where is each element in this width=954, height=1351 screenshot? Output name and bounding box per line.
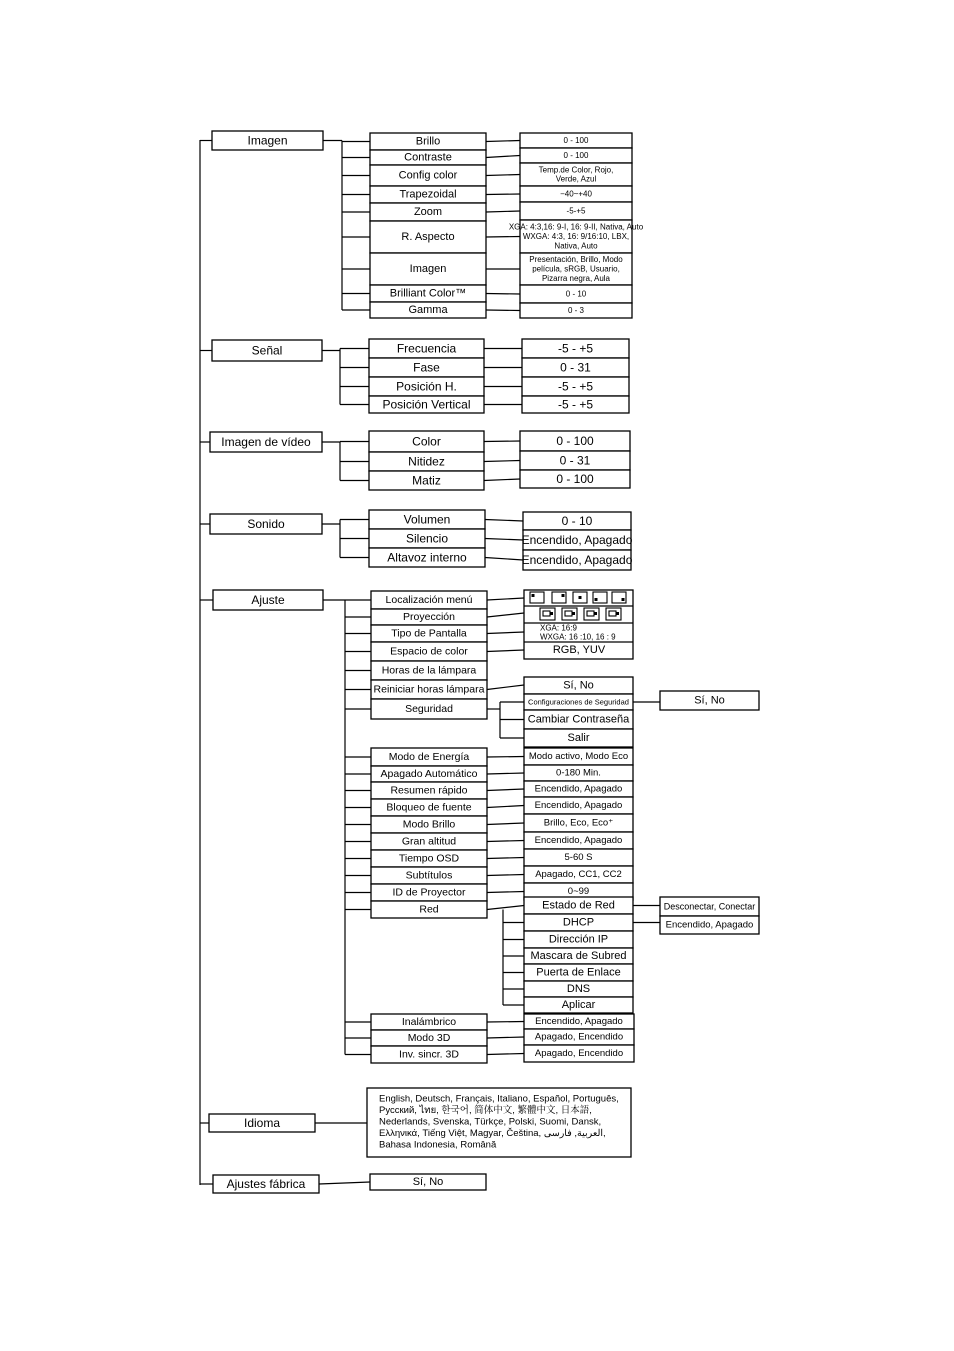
sonido-item-0[interactable] xyxy=(369,510,485,529)
imagen-item-4-label: Zoom xyxy=(413,206,443,218)
ajuste-item-6[interactable] xyxy=(371,699,487,719)
ajuste-item-11[interactable] xyxy=(371,816,487,833)
ajuste-value-15-label: 0~99 xyxy=(567,886,590,897)
ajuste-item-15[interactable] xyxy=(371,884,487,901)
red-sub-3[interactable] xyxy=(524,948,633,964)
red-sub-0-label: Estado de Red xyxy=(542,899,615,912)
seguridad-sub-2-label: Salir xyxy=(567,732,590,744)
reiniciar-value[interactable] xyxy=(524,677,633,694)
video-item-value-2[interactable] xyxy=(520,470,630,488)
idioma-line: Ελληνικά, Tiếng Việt, Magyar, Čeština, العربية, فارسی, xyxy=(379,1128,606,1139)
ajuste-value-8-label: 0-180 Min. xyxy=(556,767,601,779)
imagen-item-2-label: Config color xyxy=(398,169,458,182)
ajuste-item-3-label: Espacio de color xyxy=(390,645,468,658)
red-sub-0[interactable] xyxy=(524,897,633,914)
ajuste-item-17[interactable] xyxy=(371,1014,487,1030)
senal-item-1[interactable] xyxy=(369,358,484,377)
red-sub-3-label: Mascara de Subred xyxy=(530,950,627,962)
senal-item-0-label: Frecuencia xyxy=(396,341,457,356)
ajuste-value-10-label: Encendido, Apagado xyxy=(534,800,623,811)
value-line xyxy=(484,479,520,481)
ajuste-item-4[interactable] xyxy=(371,661,487,680)
imagen-item-6[interactable] xyxy=(370,253,486,285)
senal-item-value-3[interactable] xyxy=(522,396,629,413)
senal-item-3[interactable] xyxy=(369,396,484,413)
value-line xyxy=(484,441,520,442)
imagen-item-value-6-label: Presentación, Brillo, Modo xyxy=(529,255,623,265)
value-line xyxy=(486,175,520,176)
ajuste-item-19-label: Inv. sincr. 3D xyxy=(399,1048,459,1061)
value-line xyxy=(486,294,520,295)
ajuste-value-8[interactable] xyxy=(524,765,633,781)
ajuste-item-14-label: Subtítulos xyxy=(405,869,453,882)
senal-item-value-0-label: -5 - +5 xyxy=(557,341,594,356)
sonido-item-1[interactable] xyxy=(369,529,485,548)
seguridad-config-value[interactable] xyxy=(660,691,759,710)
ajuste-value-18[interactable] xyxy=(524,1029,634,1045)
video-item-value-1[interactable] xyxy=(520,451,630,470)
seguridad-sub-0-label: Configuraciones de Seguridad xyxy=(528,697,629,707)
sonido-item-value-0[interactable] xyxy=(523,512,631,530)
projection-front-icon-screen xyxy=(543,611,550,616)
seguridad-sub-2[interactable] xyxy=(524,729,633,747)
imagen-item-value-4-label: -5-+5 xyxy=(566,206,586,216)
menu-position-top-right-icon[interactable] xyxy=(552,592,566,603)
projection-ceiling-front-icon-screen xyxy=(587,611,594,616)
imagen-item-7[interactable] xyxy=(370,285,486,302)
imagen-item-value-3-label: −40~+40 xyxy=(560,189,592,199)
imagen-item-value-7-label: 0 - 10 xyxy=(565,289,587,299)
item-line xyxy=(487,906,524,910)
value-line xyxy=(487,685,524,690)
sonido-item-0-label: Volumen xyxy=(403,512,451,527)
menu-fabrica-label: Ajustes fábrica xyxy=(226,1177,306,1191)
value-line xyxy=(487,892,524,893)
ajuste-item-16-label: Red xyxy=(419,903,439,916)
value-line xyxy=(487,875,524,876)
ajuste-value-14[interactable] xyxy=(524,866,633,883)
imagen-item-value-2[interactable] xyxy=(520,163,632,186)
ajuste-item-0[interactable] xyxy=(371,591,487,609)
ajuste-value-13[interactable] xyxy=(524,849,633,866)
sonido-item-value-1-label: Encendido, Apagado xyxy=(521,533,633,547)
video-item-0[interactable] xyxy=(369,431,484,452)
ajuste-item-3[interactable] xyxy=(371,642,487,661)
senal-item-value-1[interactable] xyxy=(522,358,629,377)
ajuste-options-panel[interactable] xyxy=(524,590,633,659)
ajuste-item-5-label: Reiniciar horas lámpara xyxy=(373,683,485,696)
value-line xyxy=(487,598,524,600)
ajuste-item-19[interactable] xyxy=(371,1046,487,1063)
value-line xyxy=(486,194,520,195)
projection-rear-icon-screen xyxy=(565,611,572,616)
idioma-line: English, Deutsch, Français, Italiano, Español, Português, xyxy=(379,1093,619,1105)
menu-senal-label: Señal xyxy=(251,343,283,358)
fabrica-value[interactable] xyxy=(370,1174,486,1190)
ajuste-value-11[interactable] xyxy=(524,814,633,832)
imagen-item-value-2-label: Temp.de Color, Rojo, xyxy=(538,165,614,175)
senal-item-value-2[interactable] xyxy=(522,377,629,396)
imagen-item-2[interactable] xyxy=(370,165,486,186)
sonido-item-value-2[interactable] xyxy=(522,550,633,570)
video-item-value-0[interactable] xyxy=(520,431,630,451)
video-item-1[interactable] xyxy=(369,452,484,471)
ajuste-value-13-label: 5-60 S xyxy=(564,852,593,863)
video-item-2-label: Matiz xyxy=(412,473,441,488)
ajuste-item-8-label: Apagado Automático xyxy=(380,768,478,780)
ajuste-item-2-label: Tipo de Pantalla xyxy=(391,627,467,640)
imagen-item-value-0-label: 0 - 100 xyxy=(563,136,589,145)
ajuste-item-17-label: Inalámbrico xyxy=(401,1016,457,1028)
red-sub-5-label: DNS xyxy=(566,983,591,995)
ajuste-item-10[interactable] xyxy=(371,799,487,816)
menu-video[interactable] xyxy=(210,432,322,452)
ajuste-value-18-label: Apagado, Encendido xyxy=(534,1031,624,1043)
menu-imagen[interactable] xyxy=(212,131,323,150)
menu-position-top-left-icon-marker xyxy=(532,594,535,597)
ajuste-value-7-label: Modo activo, Modo Eco xyxy=(528,751,629,762)
value-line xyxy=(487,773,524,774)
seguridad-config-value-label: Sí, No xyxy=(694,694,725,707)
ajuste-item-16[interactable] xyxy=(371,901,487,918)
imagen-item-value-5-label: WXGA: 4:3, 16: 9/16:10, LBX, xyxy=(522,232,630,241)
ajuste-value-19-label: Apagado, Encendido xyxy=(534,1048,624,1059)
ajuste-item-12[interactable] xyxy=(371,833,487,850)
value-line xyxy=(486,156,520,158)
imagen-item-8-label: Gamma xyxy=(408,304,448,316)
imagen-item-value-6-label: Pizarra negra, Aula xyxy=(541,273,611,283)
red-sub-4[interactable] xyxy=(524,964,633,981)
value-line xyxy=(487,650,524,652)
ajuste-value-19[interactable] xyxy=(524,1045,634,1062)
estado-red-value-label: Desconectar, Conectar xyxy=(663,901,756,912)
value-line xyxy=(486,310,520,311)
red-sub-1[interactable] xyxy=(524,914,633,931)
ajuste-value-17-label: Encendido, Apagado xyxy=(535,1016,623,1027)
menu-video-label: Imagen de vídeo xyxy=(221,435,311,449)
ajuste-item-13-label: Tiempo OSD xyxy=(398,852,460,865)
imagen-item-1-label: Contraste xyxy=(404,151,452,164)
menu-position-bottom-left-icon[interactable] xyxy=(593,592,607,603)
imagen-item-5[interactable] xyxy=(370,221,486,253)
menu-fabrica[interactable] xyxy=(213,1175,319,1193)
tipo-pantalla-value: WXGA: 16 :10, 16 : 9 xyxy=(540,632,616,642)
red-sub-4-label: Puerta de Enlace xyxy=(536,966,621,979)
ajuste-item-10-label: Bloqueo de fuente xyxy=(386,801,472,814)
ajuste-value-11-label: Brillo, Eco, Eco⁺ xyxy=(543,817,614,829)
imagen-item-7-label: Brilliant Color™ xyxy=(389,287,467,300)
ajuste-value-17[interactable] xyxy=(524,1014,634,1029)
red-sub-2[interactable] xyxy=(524,931,633,948)
senal-item-value-0[interactable] xyxy=(522,339,629,358)
ajuste-item-1-label: Proyección xyxy=(403,611,455,623)
tipo-pantalla-value: XGA: 16:9 xyxy=(540,623,577,633)
video-item-2[interactable] xyxy=(369,471,484,490)
ajuste-value-9[interactable] xyxy=(524,781,633,797)
video-item-value-1-label: 0 - 31 xyxy=(559,453,591,468)
seguridad-sub-1-label: Cambiar Contraseña xyxy=(527,713,630,726)
video-item-value-0-label: 0 - 100 xyxy=(556,434,594,448)
value-line xyxy=(319,1182,370,1184)
ajuste-item-1[interactable] xyxy=(371,609,487,625)
red-sub-6[interactable] xyxy=(524,997,633,1013)
sonido-item-value-1[interactable] xyxy=(522,530,633,550)
ajuste-item-18[interactable] xyxy=(371,1030,487,1046)
senal-item-2-label: Posición H. xyxy=(396,379,457,394)
imagen-item-value-6-label: película, sRGB, Usuario, xyxy=(532,264,620,274)
senal-item-2[interactable] xyxy=(369,377,484,396)
sonido-item-value-0-label: 0 - 10 xyxy=(561,514,593,528)
menu-position-top-left-icon[interactable] xyxy=(530,592,544,603)
projection-ceiling-rear-icon-lens xyxy=(616,612,619,615)
imagen-item-8[interactable] xyxy=(370,302,486,318)
value-line xyxy=(487,613,524,617)
ajuste-value-12[interactable] xyxy=(524,832,633,849)
red-sub-2-label: Dirección IP xyxy=(548,933,609,946)
sonido-item-1-label: Silencio xyxy=(405,531,449,546)
menu-position-bottom-right-icon[interactable] xyxy=(612,592,626,603)
value-line xyxy=(485,558,523,561)
ajuste-value-9-label: Encendido, Apagado xyxy=(534,783,623,795)
senal-item-3-label: Posición Vertical xyxy=(382,397,471,412)
menu-position-bottom-right-icon-marker xyxy=(622,598,625,601)
menu-ajuste[interactable] xyxy=(213,590,323,610)
value-line xyxy=(487,841,524,842)
value-line xyxy=(487,823,524,825)
menu-position-center-icon-marker xyxy=(579,596,582,599)
value-line xyxy=(487,806,524,808)
dhcp-value-label: Encendido, Apagado xyxy=(665,919,754,931)
imagen-item-value-2-label: Verde, Azul xyxy=(555,174,597,184)
red-sub-1-label: DHCP xyxy=(562,916,595,929)
ajuste-item-11-label: Modo Brillo xyxy=(402,818,456,831)
senal-item-0[interactable] xyxy=(369,339,484,358)
seguridad-sub-1[interactable] xyxy=(524,710,633,729)
value-line xyxy=(487,789,524,791)
imagen-item-value-6[interactable] xyxy=(520,253,632,285)
ajuste-item-2[interactable] xyxy=(371,625,487,642)
idioma-line: Nederlands, Svenska, Türkçe, Polski, Suomi, Dansk, xyxy=(379,1116,602,1128)
imagen-item-value-0[interactable] xyxy=(520,133,632,148)
value-line xyxy=(485,539,523,541)
ajuste-item-18-label: Modo 3D xyxy=(407,1032,451,1044)
projection-ceiling-rear-icon-screen xyxy=(609,611,616,616)
menu-idioma[interactable] xyxy=(209,1114,315,1132)
imagen-item-3-label: Trapezoidal xyxy=(399,188,457,201)
idioma-values[interactable] xyxy=(367,1088,631,1157)
reiniciar-value-label: Sí, No xyxy=(563,679,594,692)
ajuste-item-9[interactable] xyxy=(371,782,487,799)
imagen-item-value-5-label: XGA: 4:3,16: 9-I, 16: 9-II, Nativa, Auto xyxy=(508,222,644,232)
sonido-item-value-2-label: Encendido, Apagado xyxy=(521,553,633,567)
projection-rear-icon-lens xyxy=(572,612,575,615)
ajuste-item-13[interactable] xyxy=(371,850,487,867)
imagen-item-1[interactable] xyxy=(370,150,486,165)
estado-red-value[interactable] xyxy=(660,897,759,916)
fabrica-value-label: Sí, No xyxy=(412,1176,444,1188)
imagen-item-5-label: R. Aspecto xyxy=(401,231,455,243)
value-line xyxy=(485,520,523,522)
imagen-item-6-label: Imagen xyxy=(409,263,447,275)
sonido-item-2[interactable] xyxy=(369,548,485,567)
video-item-1-label: Nitidez xyxy=(408,454,445,469)
menu-sonido[interactable] xyxy=(210,514,322,534)
imagen-item-value-5[interactable] xyxy=(509,220,644,253)
imagen-item-value-4[interactable] xyxy=(520,202,632,220)
imagen-item-value-3[interactable] xyxy=(520,186,632,202)
idioma-line: Русский, ไทย, 한국어, 简体中文, 繁體中文, 日本語, xyxy=(379,1105,592,1116)
imagen-item-0-label: Brillo xyxy=(415,135,441,148)
imagen-item-value-8-label: 0 - 3 xyxy=(567,306,585,315)
value-line xyxy=(484,461,520,462)
value-line xyxy=(487,1054,524,1055)
menu-ajuste-label: Ajuste xyxy=(251,593,285,607)
video-item-value-2-label: 0 - 100 xyxy=(556,472,594,486)
menu-senal[interactable] xyxy=(212,340,322,361)
ajuste-value-12-label: Encendido, Apagado xyxy=(534,835,623,846)
value-line xyxy=(487,858,524,859)
imagen-item-value-8[interactable] xyxy=(520,303,632,318)
menu-position-bottom-left-icon-marker xyxy=(595,598,598,601)
senal-item-value-1-label: 0 - 31 xyxy=(560,360,591,375)
dhcp-value[interactable] xyxy=(660,916,759,934)
ajuste-item-15-label: ID de Proyector xyxy=(392,886,466,899)
projection-front-icon-lens xyxy=(550,612,553,615)
ajuste-item-7[interactable] xyxy=(371,748,487,766)
value-line xyxy=(486,237,520,238)
value-line xyxy=(487,1037,524,1038)
seguridad-sub-0[interactable] xyxy=(524,694,633,710)
idioma-line: Bahasa Indonesia, Română xyxy=(379,1139,497,1151)
ajuste-item-5[interactable] xyxy=(371,680,487,699)
imagen-item-4[interactable] xyxy=(370,203,486,221)
value-line xyxy=(486,141,520,142)
ajuste-item-9-label: Resumen rápido xyxy=(390,784,468,797)
ajuste-item-6-label: Seguridad xyxy=(405,703,453,715)
senal-item-1-label: Fase xyxy=(413,360,440,375)
ajuste-item-12-label: Gran altitud xyxy=(401,835,457,848)
ajuste-item-7-label: Modo de Energía xyxy=(388,751,470,763)
video-item-0-label: Color xyxy=(412,434,441,449)
senal-item-value-3-label: -5 - +5 xyxy=(557,397,594,412)
ajuste-value-14-label: Apagado, CC1, CC2 xyxy=(535,869,622,880)
red-sub-5[interactable] xyxy=(524,981,633,997)
menu-idioma-label: Idioma xyxy=(243,1116,281,1130)
imagen-item-0[interactable] xyxy=(370,133,486,150)
imagen-item-value-5-label: Nativa, Auto xyxy=(554,241,598,251)
value-line xyxy=(487,1022,524,1023)
imagen-item-value-1[interactable] xyxy=(520,148,632,163)
senal-item-value-2-label: -5 - +5 xyxy=(557,379,594,394)
sonido-item-2-label: Altavoz interno xyxy=(387,550,467,565)
value-line xyxy=(487,632,524,634)
ajuste-item-14[interactable] xyxy=(371,867,487,884)
value-line xyxy=(487,757,524,758)
menu-sonido-label: Sonido xyxy=(247,517,285,531)
red-sub-6-label: Aplicar xyxy=(561,999,596,1011)
ajuste-item-0-label: Localización menú xyxy=(385,594,473,606)
imagen-item-value-7[interactable] xyxy=(520,285,632,303)
ajuste-item-4-label: Horas de la lámpara xyxy=(381,664,477,677)
espacio-color-value: RGB, YUV xyxy=(552,644,606,656)
imagen-item-value-1-label: 0 - 100 xyxy=(563,151,589,160)
menu-imagen-label: Imagen xyxy=(247,133,288,148)
projection-ceiling-front-icon-lens xyxy=(594,612,597,615)
ajuste-value-7[interactable] xyxy=(524,748,633,765)
menu-position-top-right-icon-marker xyxy=(562,594,565,597)
ajuste-item-8[interactable] xyxy=(371,766,487,782)
imagen-item-3[interactable] xyxy=(370,186,486,203)
ajuste-value-10[interactable] xyxy=(524,797,633,814)
value-line xyxy=(486,211,520,212)
